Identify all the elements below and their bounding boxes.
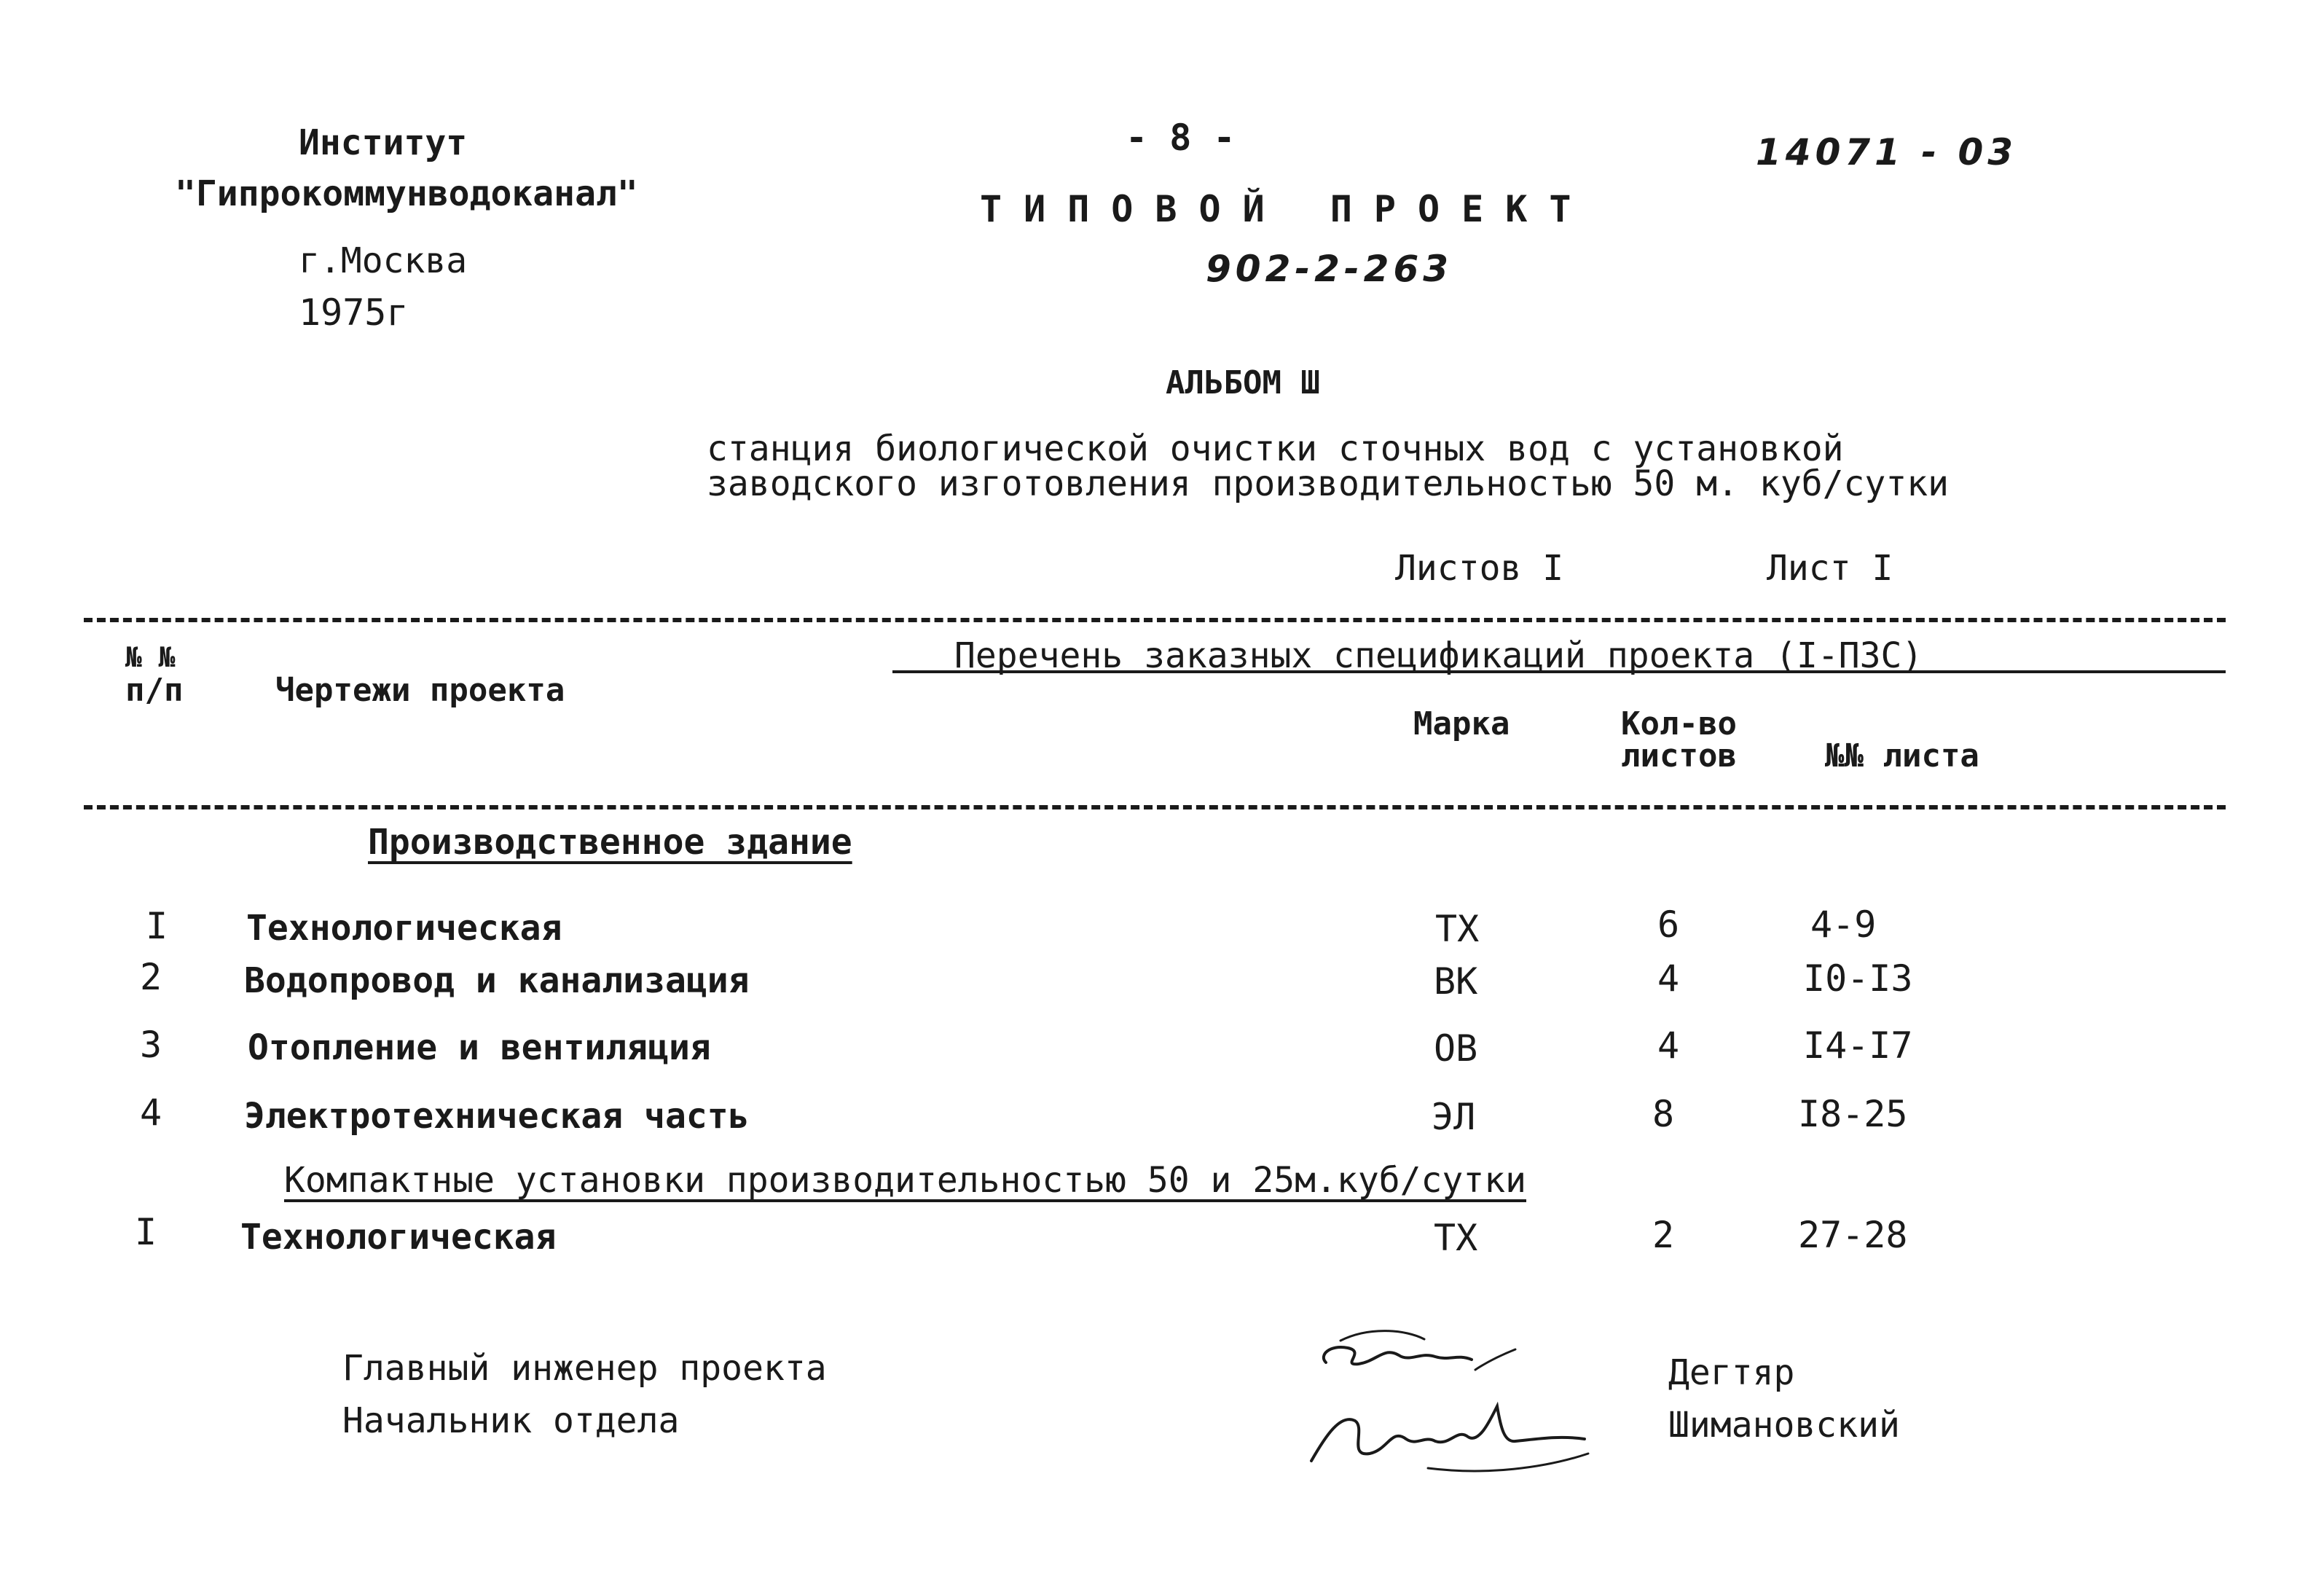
row-num: 4 xyxy=(140,1091,162,1134)
header-dashed-rule xyxy=(84,805,2226,809)
row-sheets: I4-I7 xyxy=(1803,1024,1913,1067)
row-count: 4 xyxy=(1657,957,1680,1000)
row-count: 8 xyxy=(1652,1093,1675,1135)
spec-title: Перечень заказных спецификаций проекта (I-ПЗС) xyxy=(954,635,1923,676)
project-number: 902-2-263 xyxy=(1206,248,1453,290)
city: г.Москва xyxy=(299,240,468,281)
col-count-line1: Кол-во xyxy=(1621,705,1737,742)
handwritten-signatures xyxy=(1297,1311,1625,1486)
row-name: Водопровод и канализация xyxy=(244,960,750,1001)
row-mark: ТХ xyxy=(1434,1217,1478,1259)
col-drawings: Чертежи проекта xyxy=(275,672,565,709)
row-sheets: 4-9 xyxy=(1810,903,1877,946)
year: 1975г xyxy=(299,291,409,334)
signature-name-degtyar: Дегтяр xyxy=(1668,1352,1795,1393)
signature-role-chief-engineer: Главный инженер проекта xyxy=(342,1348,827,1389)
row-mark: ВК xyxy=(1434,960,1478,1003)
sheets-total: Листов I xyxy=(1395,548,1564,589)
col-mark: Марка xyxy=(1413,705,1510,742)
institute-label: Институт xyxy=(299,122,468,163)
doc-code: 14071 - 03 xyxy=(1756,131,2018,173)
row-count: 6 xyxy=(1657,903,1680,946)
section2-title: Компактные установки производительностью 50 и 25м.куб/сутки xyxy=(284,1160,1527,1201)
col-num-line2: п/п xyxy=(125,672,184,709)
row-sheets: 27-28 xyxy=(1798,1214,1908,1256)
row-name: Электротехническая часть xyxy=(244,1096,750,1137)
signature-role-department-head: Начальник отдела xyxy=(342,1400,680,1441)
row-sheets: I0-I3 xyxy=(1803,957,1913,1000)
row-name: Технологическая xyxy=(240,1217,557,1258)
col-count-line2: листов xyxy=(1621,737,1737,775)
album-title: АЛЬБОМ Ш xyxy=(1166,364,1320,401)
page-number: - 8 - xyxy=(1126,117,1236,159)
signature-name-shimanovsky: Шимановский xyxy=(1668,1405,1900,1446)
sheet-current: Лист I xyxy=(1767,548,1893,589)
row-count: 2 xyxy=(1652,1214,1675,1256)
row-num: 2 xyxy=(140,956,162,998)
section1-title: Производственное здание xyxy=(368,822,852,863)
row-num: 3 xyxy=(140,1024,162,1066)
row-sheets: I8-25 xyxy=(1798,1093,1908,1135)
institute-name: "Гипрокоммунводоканал" xyxy=(175,173,638,214)
row-mark: ЭЛ xyxy=(1432,1096,1476,1138)
row-num: I xyxy=(146,905,168,947)
top-dashed-rule xyxy=(84,618,2226,622)
col-sheet-nums: №№ листа xyxy=(1825,737,1979,775)
row-mark: ТХ xyxy=(1435,908,1480,950)
description-line2: заводского изготовления производительностью 50 м. куб/сутки xyxy=(707,463,1950,504)
col-num-line1: № № xyxy=(125,641,176,673)
row-num: I xyxy=(135,1211,157,1253)
spec-title-rule xyxy=(892,670,2226,673)
project-type: ТИПОВОЙ ПРОЕКТ xyxy=(980,188,1593,230)
row-mark: ОВ xyxy=(1434,1027,1478,1070)
row-count: 4 xyxy=(1657,1024,1680,1067)
description-line1: станция биологической очистки сточных вод с установкой xyxy=(707,428,1844,469)
row-name: Отопление и вентиляция xyxy=(248,1027,711,1068)
row-name: Технологическая xyxy=(246,908,562,949)
